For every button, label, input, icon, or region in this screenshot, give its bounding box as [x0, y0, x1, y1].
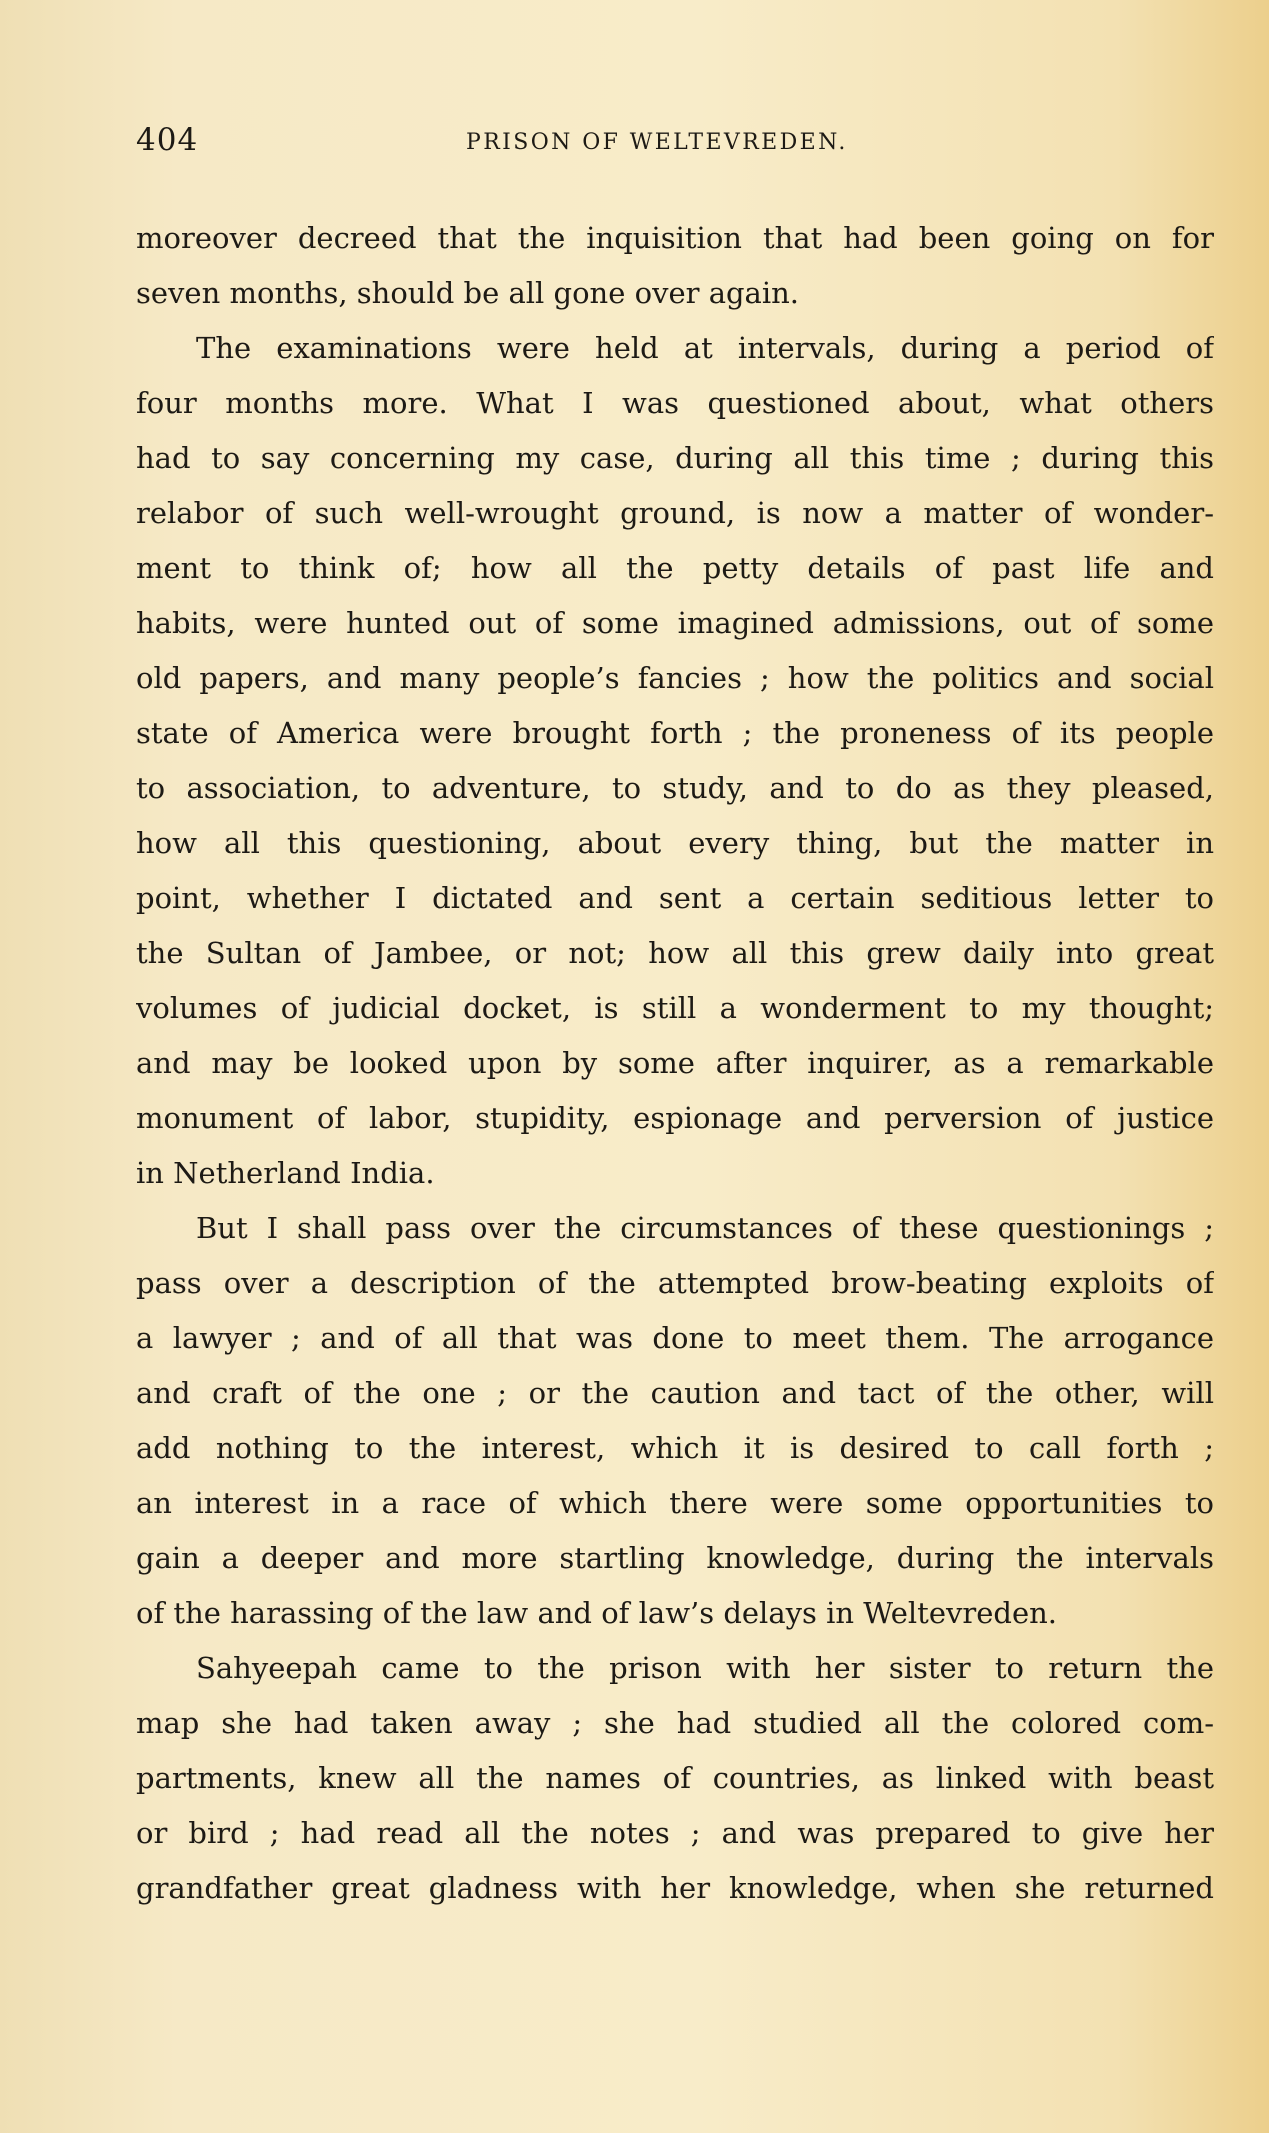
text-line: relabor of such well-wrought ground, is now a matter of wonder- [136, 496, 1214, 530]
text-line: or bird ; had read all the notes ; and was prepared to give her [136, 1816, 1214, 1850]
text-line: to association, to adventure, to study, and to do as they pleased, [136, 771, 1214, 805]
text-line: gain a deeper and more startling knowledge, during the intervals [136, 1541, 1214, 1575]
text-line: monument of labor, stupidity, espionage and perversion of justice [136, 1101, 1214, 1135]
text-line: of the harassing of the law and of law’s delays in Weltevreden. [136, 1596, 1058, 1630]
page-number: 404 [136, 122, 199, 158]
text-line: four months more. What I was questioned about, what others [136, 386, 1214, 420]
text-line: volumes of judicial docket, is still a wonderment to my thought; [136, 991, 1214, 1025]
text-line: an interest in a race of which there were some opportunities to [136, 1486, 1214, 1520]
text-line: partments, knew all the names of countries, as linked with beast [136, 1761, 1214, 1795]
text-line: in Netherland India. [136, 1156, 435, 1190]
text-line: ment to think of; how all the petty details of past life and [136, 551, 1214, 585]
text-line: and may be looked upon by some after inquirer, as a remarkable [136, 1046, 1214, 1080]
text-line: Sahyeepah came to the prison with her sister to return the [196, 1651, 1214, 1685]
text-line: But I shall pass over the circumstances of these questionings ; [196, 1211, 1214, 1245]
text-line: old papers, and many people’s fancies ; how the politics and social [136, 661, 1214, 695]
text-line: had to say concerning my case, during all this time ; during this [136, 441, 1214, 475]
text-line: how all this questioning, about every thing, but the matter in [136, 826, 1214, 860]
text-line: habits, were hunted out of some imagined admissions, out of some [136, 606, 1214, 640]
text-line: and craft of the one ; or the caution and tact of the other, will [136, 1376, 1214, 1410]
text-line: state of America were brought forth ; the proneness of its people [136, 716, 1214, 750]
text-line: a lawyer ; and of all that was done to meet them. The arrogance [136, 1321, 1214, 1355]
text-line: map she had taken away ; she had studied all the colored com- [136, 1706, 1214, 1740]
text-line: add nothing to the interest, which it is desired to call forth ; [136, 1431, 1214, 1465]
text-line: point, whether I dictated and sent a certain seditious letter to [136, 881, 1214, 915]
running-head [136, 122, 1216, 166]
text-line: pass over a description of the attempted brow-beating exploits of [136, 1266, 1214, 1300]
text-line: moreover decreed that the inquisition that had been going on for [136, 221, 1214, 255]
text-line: The examinations were held at intervals, during a period of [196, 331, 1214, 365]
body-text [136, 211, 1214, 1916]
text-line: the Sultan of Jambee, or not; how all this grew daily into great [136, 936, 1214, 970]
text-line: seven months, should be all gone over again. [136, 276, 800, 310]
running-title: PRISON OF WELTEVREDEN. [466, 130, 848, 155]
text-line: grandfather great gladness with her knowledge, when she returned [136, 1871, 1214, 1905]
